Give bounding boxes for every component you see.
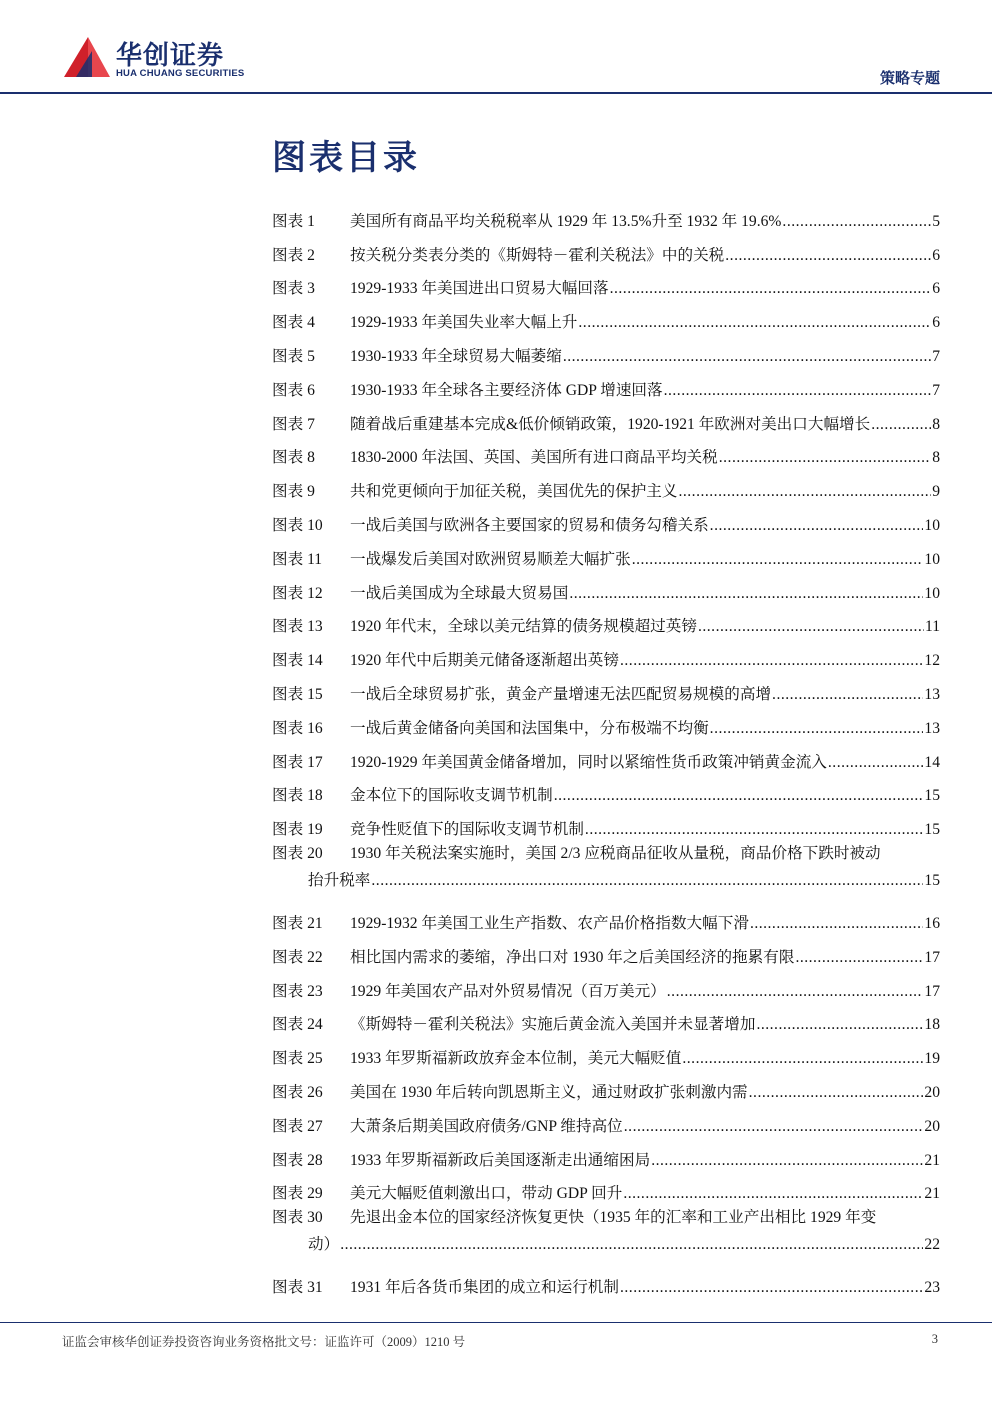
toc-entry-page: 17 — [924, 982, 940, 1000]
toc-entry-title: 美国所有商品平均关税税率从 1929 年 13.5%升至 1932 年 19.6% — [350, 212, 782, 230]
toc-entry-number: 图表 7 — [272, 415, 315, 433]
toc-dot-leader — [371, 871, 923, 891]
toc-entry-page: 17 — [924, 948, 940, 966]
toc-entry-title: 《斯姆特－霍利关税法》实施后黄金流入美国并未显著增加 — [350, 1016, 756, 1034]
toc-dot-leader — [569, 584, 923, 604]
table-of-figures — [272, 198, 940, 1298]
toc-entry-page: 10 — [924, 584, 940, 602]
toc-entry-page: 11 — [924, 618, 940, 636]
toc-entry-number: 图表 17 — [272, 753, 323, 771]
toc-entry[interactable] — [272, 604, 940, 638]
toc-entry-number: 图表 16 — [272, 719, 323, 737]
toc-entry[interactable] — [272, 671, 940, 705]
toc-entry-number: 图表 30 — [272, 1209, 323, 1227]
toc-entry[interactable] — [272, 266, 940, 300]
toc-entry-title: 美国在 1930 年后转向凯恩斯主义，通过财政扩张刺激内需 — [350, 1083, 748, 1101]
toc-dot-leader — [340, 1235, 923, 1255]
toc-entry-page: 21 — [924, 1151, 940, 1169]
toc-entry-number: 图表 12 — [272, 584, 323, 602]
report-type-tag: 策略专题 — [879, 69, 940, 87]
toc-entry-page: 14 — [924, 753, 940, 771]
toc-entry[interactable] — [272, 1002, 940, 1036]
toc-entry-number: 图表 31 — [272, 1279, 323, 1297]
toc-entry-title: 一战爆发后美国对欧洲贸易顺差大幅扩张 — [350, 550, 631, 568]
toc-entry-title: 1929-1933 年美国失业率大幅上升 — [350, 314, 578, 332]
toc-entry-number: 图表 5 — [272, 347, 315, 365]
toc-entry-number: 图表 23 — [272, 982, 323, 1000]
toc-dot-leader — [578, 313, 931, 333]
toc-entry-title: 1920 年代末，全球以美元结算的债务规模超过英镑 — [350, 618, 697, 636]
toc-entry-title: 1929-1932 年美国工业生产指数、农产品价格指数大幅下滑 — [350, 914, 749, 932]
toc-entry-page: 13 — [924, 685, 940, 703]
toc-entry-title: 1930 年关税法案实施时，美国 2/3 应税商品征收从量税，商品价格下跌时被动 — [350, 845, 881, 863]
toc-entry-page: 10 — [924, 516, 940, 534]
logo-name-en: HUA CHUANG SECURITIES — [116, 68, 245, 79]
toc-entry-number: 图表 14 — [272, 652, 323, 670]
toc-entry[interactable] — [272, 1069, 940, 1103]
toc-entry-title: 1930-1933 年全球贸易大幅萎缩 — [350, 347, 562, 365]
toc-entry-title: 竞争性贬值下的国际收支调节机制 — [350, 821, 584, 839]
toc-dot-leader — [632, 550, 924, 570]
toc-dot-leader — [585, 820, 923, 840]
toc-entry[interactable] — [272, 1264, 940, 1298]
toc-dot-leader — [772, 685, 923, 705]
toc-entry[interactable] — [272, 468, 940, 502]
toc-entry-number: 图表 4 — [272, 314, 315, 332]
toc-entry-page: 8 — [932, 449, 940, 467]
toc-entry-title: 共和党更倾向于加征关税，美国优先的保护主义 — [350, 483, 678, 501]
toc-entry-title: 随着战后重建基本完成&低价倾销政策，1920-1921 年欧洲对美出口大幅增长 — [350, 415, 871, 433]
toc-entry-title: 先退出金本位的国家经济恢复更快（1935 年的汇率和工业产出相比 1929 年变 — [350, 1209, 877, 1227]
toc-entry-page: 20 — [924, 1083, 940, 1101]
toc-entry-page: 6 — [932, 246, 940, 264]
toc-entry-title: 1830-2000 年法国、英国、美国所有进口商品平均关税 — [350, 449, 718, 467]
toc-entry[interactable] — [272, 1137, 940, 1171]
toc-entry-page: 7 — [932, 381, 940, 399]
footer-divider — [0, 1322, 992, 1323]
toc-dot-leader — [664, 381, 931, 401]
toc-entry-page: 23 — [924, 1279, 940, 1297]
toc-dot-leader — [678, 482, 931, 502]
toc-entry[interactable] — [272, 502, 940, 536]
toc-entry-title: 按关税分类表分类的《斯姆特－霍利关税法》中的关税 — [350, 246, 725, 264]
toc-entry[interactable] — [272, 367, 940, 401]
toc-dot-leader — [698, 617, 924, 637]
footer-page-number: 3 — [931, 1332, 938, 1346]
toc-dot-leader — [624, 1117, 924, 1137]
company-logo — [62, 33, 252, 83]
toc-entry[interactable] — [272, 705, 940, 739]
toc-entry[interactable] — [272, 536, 940, 570]
toc-entry-number: 图表 9 — [272, 483, 315, 501]
toc-entry-page: 10 — [924, 550, 940, 568]
toc-entry-page: 6 — [932, 314, 940, 332]
toc-entry-number: 图表 1 — [272, 212, 315, 230]
toc-entry-title: 一战后全球贸易扩张，黄金产量增速无法匹配贸易规模的高增 — [350, 685, 772, 703]
toc-entry-page: 13 — [924, 719, 940, 737]
toc-entry-number: 图表 22 — [272, 948, 323, 966]
toc-entry-title-continued: 动） — [308, 1236, 340, 1254]
toc-entry-page: 19 — [924, 1050, 940, 1068]
toc-entry-number: 图表 13 — [272, 618, 323, 636]
logo-name-cn: 华创证券 — [116, 41, 225, 71]
toc-entry-number: 图表 28 — [272, 1151, 323, 1169]
toc-dot-leader — [871, 415, 931, 435]
toc-entry[interactable] — [272, 232, 940, 266]
toc-dot-leader — [620, 651, 923, 671]
toc-entry-number: 图表 29 — [272, 1185, 323, 1203]
toc-entry-title: 1930-1933 年全球各主要经济体 GDP 增速回落 — [350, 381, 663, 399]
toc-entry-title: 相比国内需求的萎缩，净出口对 1930 年之后美国经济的拖累有限 — [350, 948, 795, 966]
toc-entry-title: 一战后美国成为全球最大贸易国 — [350, 584, 569, 602]
toc-entry-title: 一战后美国与欧洲各主要国家的贸易和债务勾稽关系 — [350, 516, 709, 534]
toc-entry-number: 图表 20 — [272, 845, 323, 863]
toc-entry[interactable] — [272, 333, 940, 367]
toc-entry[interactable] — [272, 1171, 940, 1205]
toc-entry-number: 图表 18 — [272, 787, 323, 805]
toc-entry-title: 1929 年美国农产品对外贸易情况（百万美元） — [350, 982, 666, 1000]
toc-dot-leader — [563, 347, 931, 367]
toc-dot-leader — [756, 1015, 923, 1035]
toc-entry[interactable] — [272, 773, 940, 807]
toc-entry-page: 21 — [924, 1185, 940, 1203]
toc-entry-number: 图表 19 — [272, 821, 323, 839]
toc-entry-page: 22 — [924, 1236, 940, 1254]
toc-dot-leader — [749, 1083, 924, 1103]
toc-entry-title: 1933 年罗斯福新政后美国逐渐走出通缩困局 — [350, 1151, 651, 1169]
toc-entry-title: 1920-1929 年美国黄金储备增加，同时以紧缩性货币政策冲销黄金流入 — [350, 753, 827, 771]
toc-entry[interactable] — [272, 934, 940, 968]
toc-entry-page: 5 — [932, 212, 940, 230]
toc-entry-number: 图表 26 — [272, 1083, 323, 1101]
toc-entry-page: 18 — [924, 1016, 940, 1034]
toc-entry-page: 15 — [924, 821, 940, 839]
toc-entry[interactable] — [272, 900, 940, 934]
toc-entry-number: 图表 11 — [272, 550, 323, 568]
toc-dot-leader — [667, 982, 924, 1002]
toc-entry-title: 1933 年罗斯福新政放弃金本位制，美元大幅贬值 — [350, 1050, 682, 1068]
toc-entry[interactable] — [272, 806, 940, 840]
toc-dot-leader — [719, 448, 931, 468]
toc-dot-leader — [623, 1184, 923, 1204]
toc-entry-page: 7 — [932, 347, 940, 365]
toc-entry-page: 6 — [932, 280, 940, 298]
logo-mark-icon — [62, 33, 112, 79]
toc-entry-number: 图表 10 — [272, 516, 323, 534]
toc-entry-page: 20 — [924, 1117, 940, 1135]
toc-entry-number: 图表 3 — [272, 280, 315, 298]
toc-dot-leader — [620, 1278, 923, 1298]
toc-entry[interactable] — [272, 1035, 940, 1069]
toc-dot-leader — [610, 279, 931, 299]
toc-entry-number: 图表 21 — [272, 914, 323, 932]
toc-entry-number: 图表 2 — [272, 246, 315, 264]
toc-entry-page: 16 — [924, 914, 940, 932]
header-divider — [0, 92, 992, 94]
toc-dot-leader — [682, 1049, 923, 1069]
toc-entry-page: 12 — [924, 652, 940, 670]
toc-entry-page: 9 — [932, 483, 940, 501]
toc-entry-title: 美元大幅贬值刺激出口，带动 GDP 回升 — [350, 1185, 623, 1203]
toc-dot-leader — [651, 1151, 923, 1171]
toc-dot-leader — [710, 719, 924, 739]
toc-dot-leader — [750, 914, 923, 934]
toc-entry-number: 图表 6 — [272, 381, 315, 399]
toc-entry-number: 图表 24 — [272, 1016, 323, 1034]
toc-dot-leader — [795, 948, 923, 968]
toc-dot-leader — [725, 246, 931, 266]
toc-entry[interactable] — [272, 198, 940, 232]
toc-entry-title: 大萧条后期美国政府债务/GNP 维持高位 — [350, 1117, 623, 1135]
toc-entry-page: 15 — [924, 872, 940, 890]
toc-entry[interactable] — [272, 1204, 940, 1264]
toc-entry[interactable] — [272, 435, 940, 469]
page-title: 图表目录 — [272, 138, 420, 178]
toc-entry[interactable] — [272, 739, 940, 773]
toc-dot-leader — [828, 753, 924, 773]
toc-dot-leader — [782, 212, 931, 232]
toc-entry-title-continued: 抬升税率 — [308, 872, 371, 890]
toc-entry-title: 1931 年后各货币集团的成立和运行机制 — [350, 1279, 619, 1297]
toc-dot-leader — [710, 516, 924, 536]
toc-entry-page: 15 — [924, 787, 940, 805]
footer-license-text: 证监会审核华创证券投资咨询业务资格批文号：证监许可（2009）1210 号 — [62, 1335, 466, 1349]
toc-entry[interactable] — [272, 401, 940, 435]
toc-entry[interactable] — [272, 570, 940, 604]
toc-entry[interactable] — [272, 840, 940, 900]
toc-entry-title: 一战后黄金储备向美国和法国集中，分布极端不均衡 — [350, 719, 709, 737]
toc-entry-number: 图表 8 — [272, 449, 315, 467]
toc-entry[interactable] — [272, 299, 940, 333]
toc-entry-title: 金本位下的国际收支调节机制 — [350, 787, 553, 805]
toc-entry[interactable] — [272, 637, 940, 671]
toc-entry[interactable] — [272, 968, 940, 1002]
toc-entry-title: 1929-1933 年美国进出口贸易大幅回落 — [350, 280, 609, 298]
toc-entry[interactable] — [272, 1103, 940, 1137]
toc-entry-title: 1920 年代中后期美元储备逐渐超出英镑 — [350, 652, 619, 670]
toc-entry-number: 图表 15 — [272, 685, 323, 703]
toc-dot-leader — [554, 786, 924, 806]
toc-entry-page: 8 — [932, 415, 940, 433]
toc-entry-number: 图表 25 — [272, 1050, 323, 1068]
toc-entry-number: 图表 27 — [272, 1117, 323, 1135]
